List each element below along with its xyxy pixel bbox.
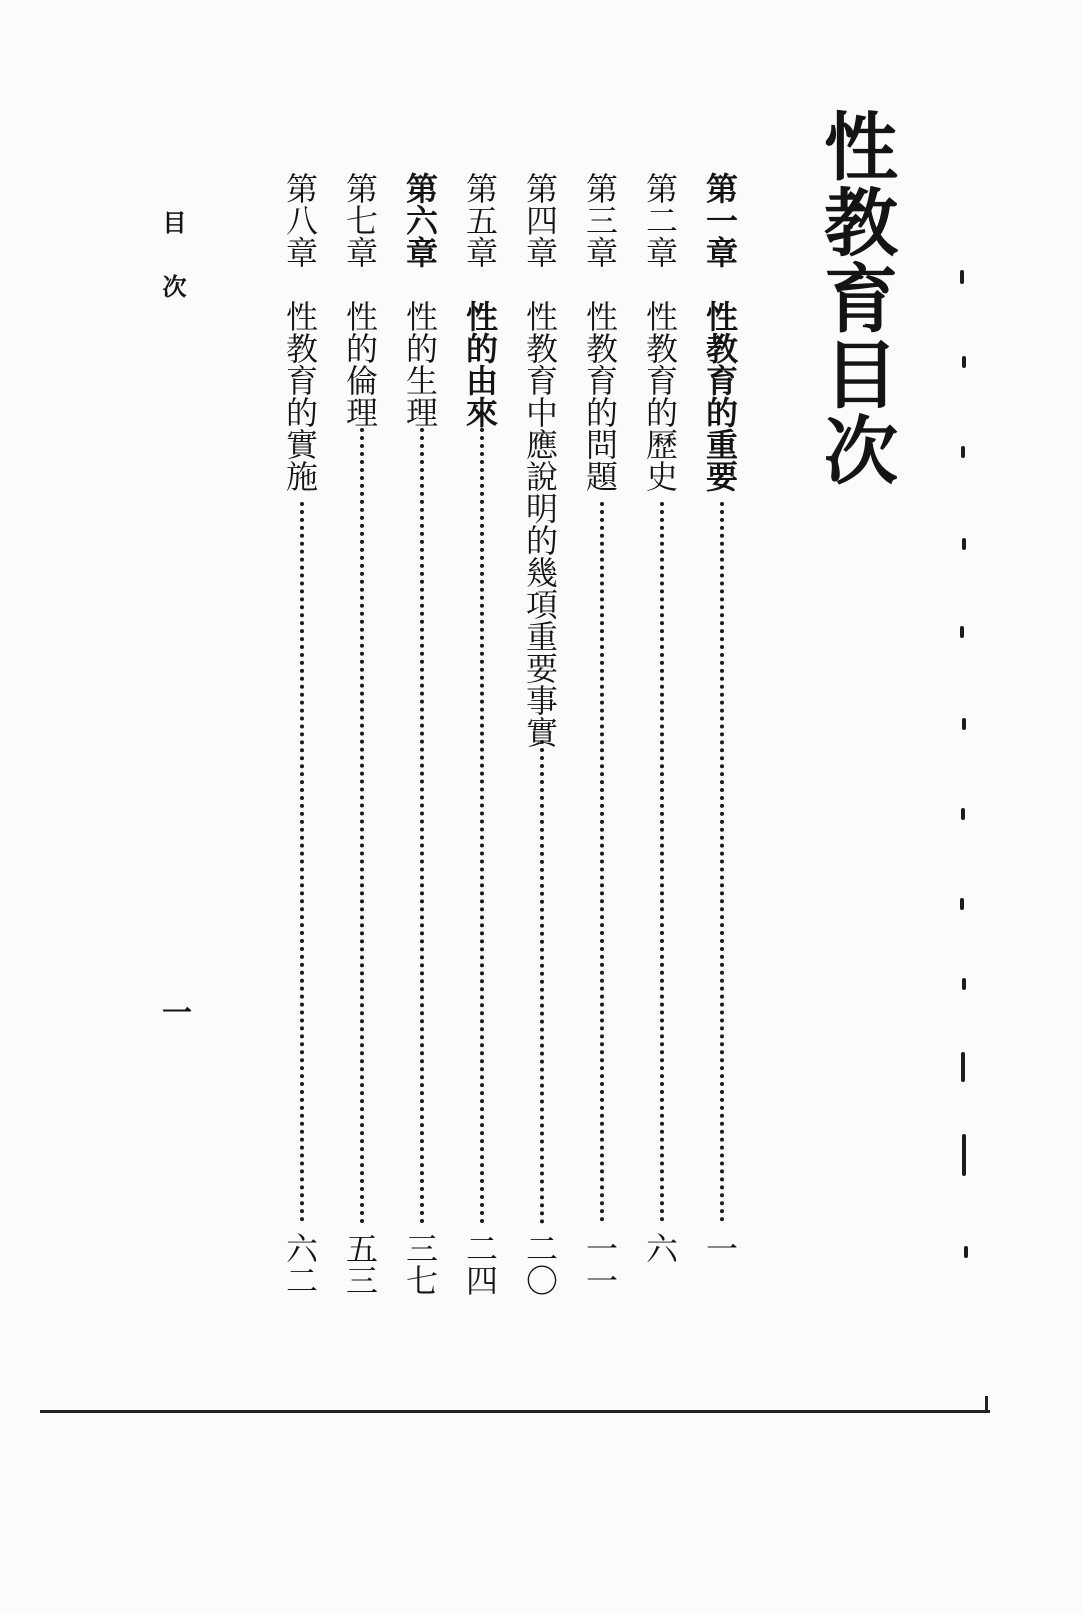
toc-entry-7: [340, 172, 384, 1302]
toc-entry-1: [700, 172, 744, 1302]
dot-leader: [600, 502, 604, 1222]
dot-leader: [420, 428, 424, 1224]
dot-leader: [360, 428, 364, 1224]
toc-entry-5: [460, 172, 504, 1302]
toc-entry-2: [640, 172, 684, 1302]
page-number: 一一: [581, 1232, 619, 1296]
chapter-number: 第三章: [581, 172, 619, 268]
page-number: 六: [641, 1232, 679, 1264]
chapter-number: 第五章: [461, 172, 499, 268]
toc-entry-6: [400, 172, 444, 1302]
chapter-title: 性教育中應說明的幾項重要事實: [521, 300, 559, 748]
chapter-title: 性的由來: [461, 300, 499, 428]
page-folio: 一: [162, 996, 192, 1031]
page-number: 二〇: [521, 1232, 559, 1296]
chapter-number: 第七章: [341, 172, 379, 268]
dot-leader: [660, 502, 664, 1222]
chapter-number: 第二章: [641, 172, 679, 268]
page-number: 六二: [281, 1232, 319, 1296]
chapter-number: 第四章: [521, 172, 559, 268]
chapter-number: 第八章: [281, 172, 319, 268]
rule-corner-mark: [985, 1396, 988, 1412]
toc-entry-3: [580, 172, 624, 1302]
page-number: 三七: [401, 1232, 439, 1296]
toc-entry-8: [280, 172, 324, 1302]
running-head: 目次: [158, 210, 187, 338]
page-number: 五三: [341, 1232, 379, 1296]
chapter-title: 性教育的問題: [581, 300, 619, 492]
binding-edge-marks: [958, 270, 978, 1270]
dot-leader: [540, 740, 544, 1224]
page-number: 一: [701, 1232, 739, 1264]
dot-leader: [480, 428, 484, 1224]
chapter-title: 性的倫理: [341, 300, 379, 428]
dot-leader: [720, 502, 724, 1222]
chapter-title: 性教育的歷史: [641, 300, 679, 492]
chapter-title: 性的生理: [401, 300, 439, 428]
bottom-rule: [40, 1410, 990, 1413]
dot-leader: [300, 502, 304, 1222]
toc-entry-4: [520, 172, 564, 1302]
page-title: 性教育目次: [812, 108, 898, 488]
chapter-number: 第六章: [401, 172, 439, 268]
chapter-title: 性教育的重要: [701, 300, 739, 492]
chapter-title: 性教育的實施: [281, 300, 319, 492]
chapter-number: 第一章: [701, 172, 739, 268]
page-number: 二四: [461, 1232, 499, 1296]
